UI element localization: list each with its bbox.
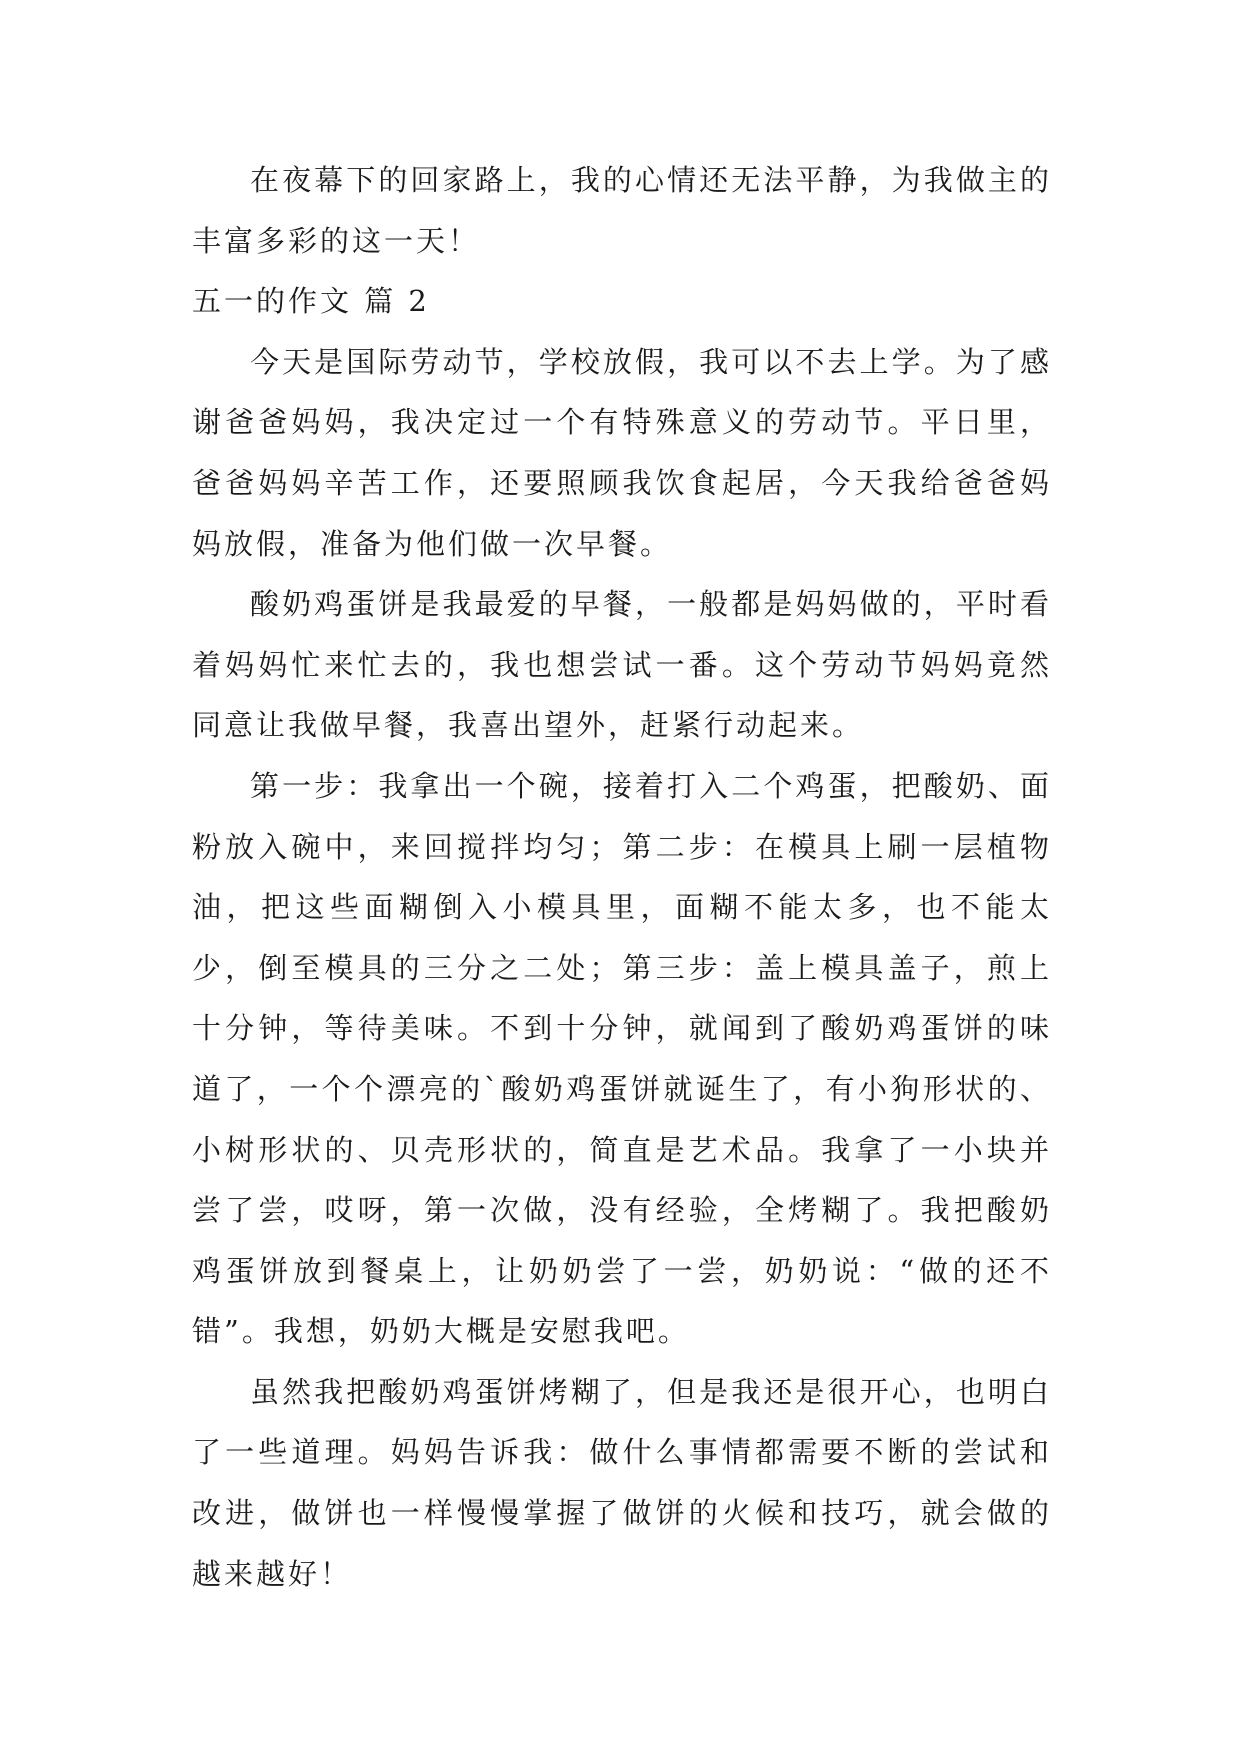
paragraph-closing-previous-essay: 在夜幕下的回家路上，我的心情还无法平静，为我做主的丰富多彩的这一天！ — [192, 163, 1052, 258]
document-body — [192, 150, 1052, 1604]
paragraph-breakfast: 酸奶鸡蛋饼是我最爱的早餐，一般都是妈妈做的，平时看着妈妈忙来忙去的，我也想尝试一番。这个劳动节妈妈竟然同意让我做早餐，我喜出望外，赶紧行动起来。 — [192, 587, 1052, 743]
paragraph-intro: 今天是国际劳动节，学校放假，我可以不去上学。为了感谢爸爸妈妈，我决定过一个有特殊意义的劳动节。平日里，爸爸妈妈辛苦工作，还要照顾我饮食起居，今天我给爸爸妈妈放假，准备为他们做一次早餐。 — [192, 344, 1052, 561]
paragraph-conclusion: 虽然我把酸奶鸡蛋饼烤糊了，但是我还是很开心，也明白了一些道理。妈妈告诉我：做什么事情都需要不断的尝试和改进，做饼也一样慢慢掌握了做饼的火候和技巧，就会做的越来越好！ — [192, 1374, 1052, 1591]
section-heading: 五一的作文 篇 2 — [192, 284, 430, 319]
paragraph-steps: 第一步：我拿出一个碗，接着打入二个鸡蛋，把酸奶、面粉放入碗中，来回搅拌均匀；第二步：在模具上刷一层植物油，把这些面糊倒入小模具里，面糊不能太多，也不能太少，倒至模具的三分之二处；第三步：盖上模具盖子，煎上十分钟，等待美味。不到十分钟，就闻到了酸奶鸡蛋饼的味道了，一个个漂亮的`酸奶鸡蛋饼就诞生了，有小狗形状的、小树形状的、贝壳形状的，简直是艺术品。我拿了一小块并尝了尝，哎呀，第一次做，没有经验，全烤糊了。我把酸奶鸡蛋饼放到餐桌上，让奶奶尝了一尝，奶奶说：“做的还不错”。我想，奶奶大概是安慰我吧。 — [192, 768, 1052, 1349]
